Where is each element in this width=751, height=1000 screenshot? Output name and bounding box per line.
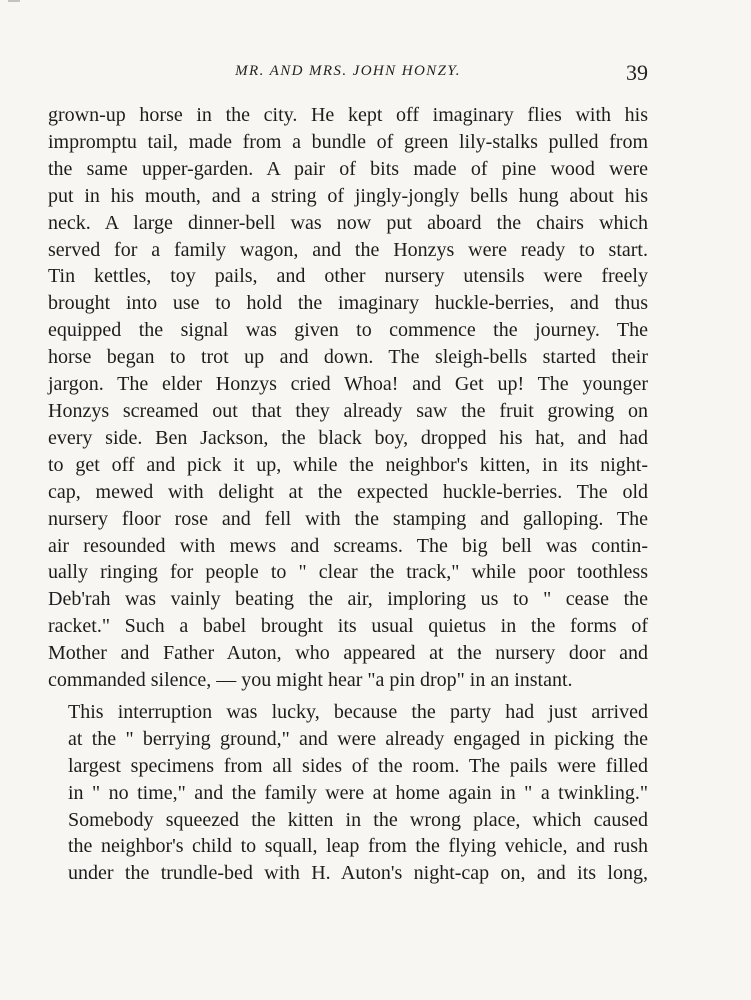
- text-line: Deb'rah was vainly beating the air, imploring us to " cease the: [48, 588, 648, 611]
- text-line: Mother and Father Auton, who appeared at the nursery door and: [48, 642, 648, 665]
- text-line: largest specimens from all sides of the room. The pails were filled: [68, 754, 648, 777]
- paragraph-1: [48, 102, 648, 694]
- text-line: grown-up horse in the city. He kept off imaginary flies with his: [48, 104, 648, 126]
- text-line: brought into use to hold the imaginary huckle-berries, and thus: [48, 292, 648, 315]
- text-line: commanded silence, — you might hear "a pin drop" in an instant.: [48, 669, 573, 692]
- text-line: under the trundle-bed with H. Auton's night-cap on, and its long,: [68, 862, 648, 885]
- text-line: put in his mouth, and a string of jingly-jongly bells hung about his: [48, 184, 648, 207]
- text-line: at the " berrying ground," and were already engaged in picking the: [68, 727, 648, 750]
- text-line: ually ringing for people to " clear the track," while poor toothless: [48, 561, 648, 584]
- text-line: Tin kettles, toy pails, and other nursery utensils were freely: [48, 265, 648, 288]
- text-line: cap, mewed with delight at the expected huckle-berries. The old: [48, 480, 648, 503]
- page-header: [48, 62, 648, 88]
- text-line: Honzys screamed out that they already saw the fruit growing on: [48, 399, 648, 422]
- text-line: the neighbor's child to squall, leap from the flying vehicle, and rush: [68, 835, 648, 858]
- text-line: horse began to trot up and down. The sleigh-bells started their: [48, 346, 648, 369]
- body-text: [48, 102, 648, 887]
- text-line: impromptu tail, made from a bundle of green lily-stalks pulled from: [48, 130, 648, 153]
- text-line: neck. A large dinner-bell was now put aboard the chairs which: [48, 211, 648, 234]
- text-line: equipped the signal was given to commence the journey. The: [48, 319, 648, 342]
- text-line: air resounded with mews and screams. The big bell was contin-: [48, 534, 648, 557]
- text-line: This interruption was lucky, because the party had just arrived: [68, 700, 648, 723]
- paragraph-2: [48, 699, 648, 887]
- page-number: 39: [626, 60, 648, 85]
- text-line: Somebody squeezed the kitten in the wrong place, which caused: [68, 808, 648, 831]
- text-line: nursery floor rose and fell with the stamping and galloping. The: [48, 507, 648, 530]
- text-line: racket." Such a babel brought its usual quietus in the forms of: [48, 615, 648, 638]
- text-line: to get off and pick it up, while the neighbor's kitten, in its night-: [48, 453, 648, 476]
- text-line: served for a family wagon, and the Honzys were ready to start.: [48, 238, 648, 261]
- text-line: the same upper-garden. A pair of bits made of pine wood were: [48, 157, 648, 180]
- running-head: MR. AND MRS. JOHN HONZY.: [235, 63, 461, 79]
- text-line: in " no time," and the family were at home again in " a twinkling.": [68, 781, 648, 804]
- text-line: every side. Ben Jackson, the black boy, dropped his hat, and had: [48, 426, 648, 449]
- text-line: jargon. The elder Honzys cried Whoa! and Get up! The younger: [48, 373, 648, 396]
- scan-mark: [8, 0, 20, 10]
